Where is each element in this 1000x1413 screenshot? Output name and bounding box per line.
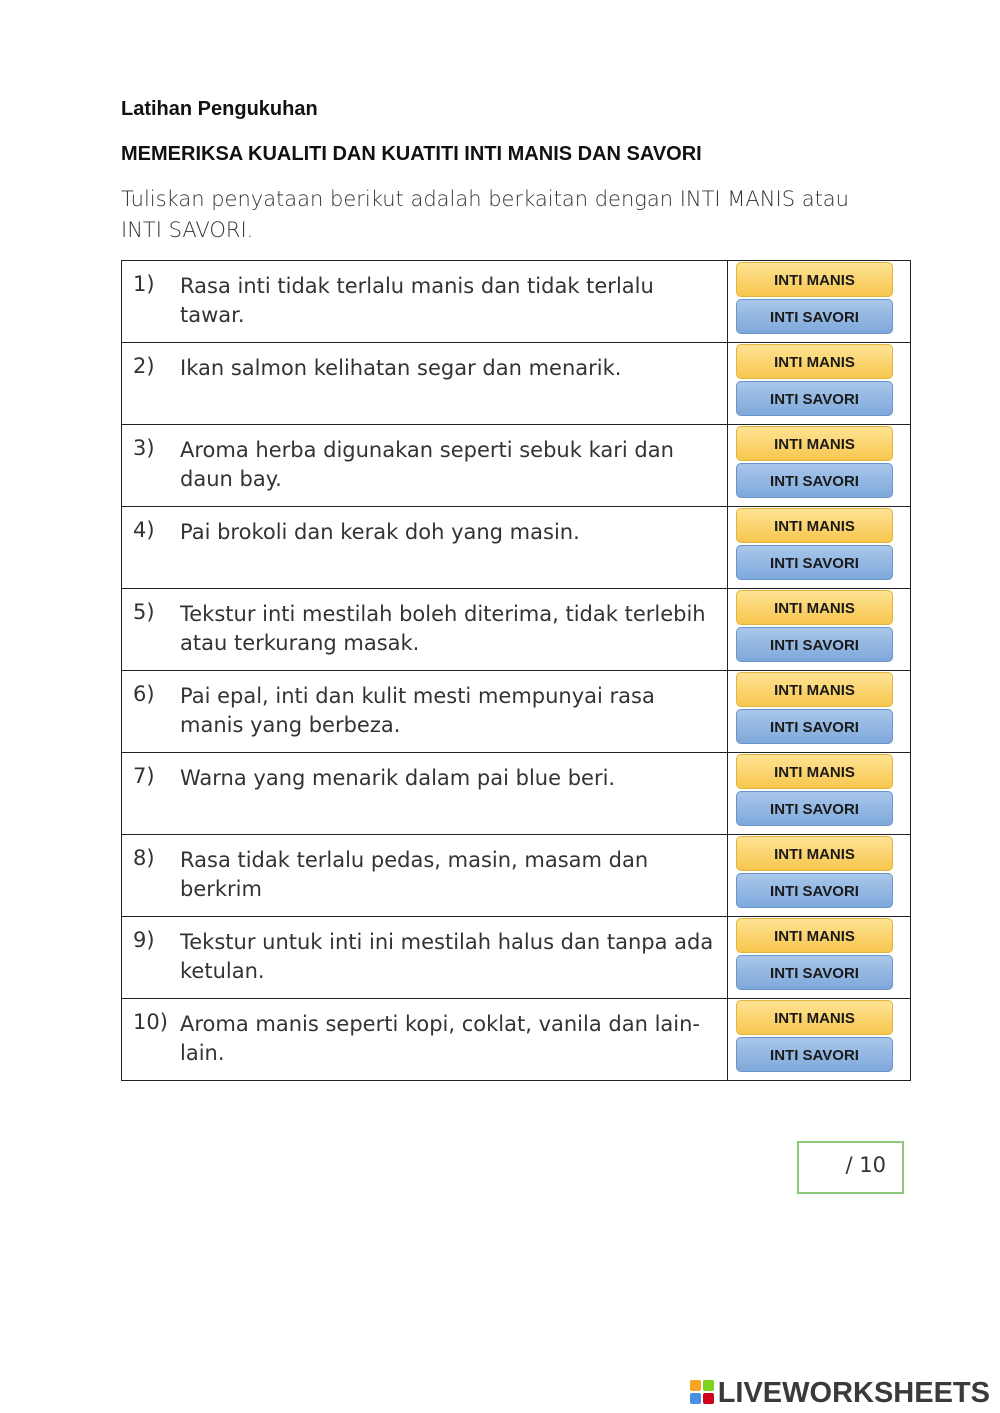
question-row [122, 835, 911, 917]
question-cell [122, 835, 728, 917]
question-row [122, 753, 911, 835]
question-number: 8) [133, 846, 155, 870]
answer-cell [728, 917, 911, 999]
score-text: / 10 [845, 1153, 886, 1177]
question-row [122, 999, 911, 1081]
question-cell [122, 261, 728, 343]
question-row [122, 917, 911, 999]
question-row [122, 261, 911, 343]
logo-text: LIVEWORKSHEETS [717, 1376, 990, 1409]
page-subtitle: MEMERIKSA KUALITI DAN KUATITI INTI MANIS DAN SAVORI [121, 143, 702, 165]
question-number: 3) [133, 436, 155, 460]
question-cell [122, 753, 728, 835]
question-row [122, 343, 911, 425]
question-number: 2) [133, 354, 155, 378]
question-text: Rasa tidak terlalu pedas, masin, masam dan berkrim [180, 848, 649, 901]
question-row [122, 507, 911, 589]
instructions-text: Tuliskan penyataan berikut adalah berkaitan dengan INTI MANIS atau INTI SAVORI. [121, 187, 849, 242]
inti-savori-button[interactable]: INTI SAVORI [736, 955, 893, 990]
question-number: 10) [133, 1010, 168, 1034]
answer-cell [728, 835, 911, 917]
inti-manis-button[interactable]: INTI MANIS [736, 754, 893, 789]
question-cell [122, 999, 728, 1081]
answer-cell [728, 507, 911, 589]
inti-savori-button[interactable]: INTI SAVORI [736, 627, 893, 662]
inti-manis-button[interactable]: INTI MANIS [736, 426, 893, 461]
answer-cell [728, 343, 911, 425]
question-cell [122, 589, 728, 671]
answer-cell [728, 753, 911, 835]
question-text: Pai epal, inti dan kulit mesti mempunyai rasa manis yang berbeza. [180, 684, 655, 737]
inti-manis-button[interactable]: INTI MANIS [736, 918, 893, 953]
answer-cell [728, 425, 911, 507]
question-row [122, 425, 911, 507]
question-number: 1) [133, 272, 155, 296]
answer-cell [728, 999, 911, 1081]
inti-savori-button[interactable]: INTI SAVORI [736, 299, 893, 334]
inti-savori-button[interactable]: INTI SAVORI [736, 873, 893, 908]
question-cell [122, 425, 728, 507]
question-cell [122, 917, 728, 999]
inti-savori-button[interactable]: INTI SAVORI [736, 381, 893, 416]
question-text: Pai brokoli dan kerak doh yang masin. [180, 520, 580, 544]
question-number: 7) [133, 764, 155, 788]
question-number: 4) [133, 518, 155, 542]
inti-manis-button[interactable]: INTI MANIS [736, 590, 893, 625]
question-number: 9) [133, 928, 155, 952]
inti-savori-button[interactable]: INTI SAVORI [736, 1037, 893, 1072]
answer-cell [728, 261, 911, 343]
question-cell [122, 507, 728, 589]
question-text: Aroma herba digunakan seperti sebuk kari dan daun bay. [180, 438, 674, 491]
question-text: Tekstur untuk inti ini mestilah halus dan tanpa ada ketulan. [180, 930, 714, 983]
page-title: Latihan Pengukuhan [121, 98, 318, 120]
question-row [122, 671, 911, 753]
questions-table [121, 260, 911, 1081]
answer-cell [728, 671, 911, 753]
inti-savori-button[interactable]: INTI SAVORI [736, 463, 893, 498]
liveworksheets-logo [690, 1376, 990, 1410]
question-cell [122, 671, 728, 753]
inti-manis-button[interactable]: INTI MANIS [736, 344, 893, 379]
question-number: 6) [133, 682, 155, 706]
answer-cell [728, 589, 911, 671]
inti-savori-button[interactable]: INTI SAVORI [736, 709, 893, 744]
inti-manis-button[interactable]: INTI MANIS [736, 836, 893, 871]
inti-savori-button[interactable]: INTI SAVORI [736, 545, 893, 580]
question-text: Warna yang menarik dalam pai blue beri. [180, 766, 616, 790]
inti-manis-button[interactable]: INTI MANIS [736, 672, 893, 707]
inti-manis-button[interactable]: INTI MANIS [736, 1000, 893, 1035]
question-text: Ikan salmon kelihatan segar dan menarik. [180, 356, 622, 380]
inti-savori-button[interactable]: INTI SAVORI [736, 791, 893, 826]
question-text: Tekstur inti mestilah boleh diterima, tidak terlebih atau terkurang masak. [180, 602, 706, 655]
inti-manis-button[interactable]: INTI MANIS [736, 262, 893, 297]
question-row [122, 589, 911, 671]
question-cell [122, 343, 728, 425]
question-text: Rasa inti tidak terlalu manis dan tidak terlalu tawar. [180, 274, 654, 327]
question-text: Aroma manis seperti kopi, coklat, vanila dan lain-lain. [180, 1012, 701, 1065]
score-box [797, 1141, 904, 1194]
liveworksheets-logo-icon [690, 1380, 716, 1406]
question-number: 5) [133, 600, 155, 624]
inti-manis-button[interactable]: INTI MANIS [736, 508, 893, 543]
